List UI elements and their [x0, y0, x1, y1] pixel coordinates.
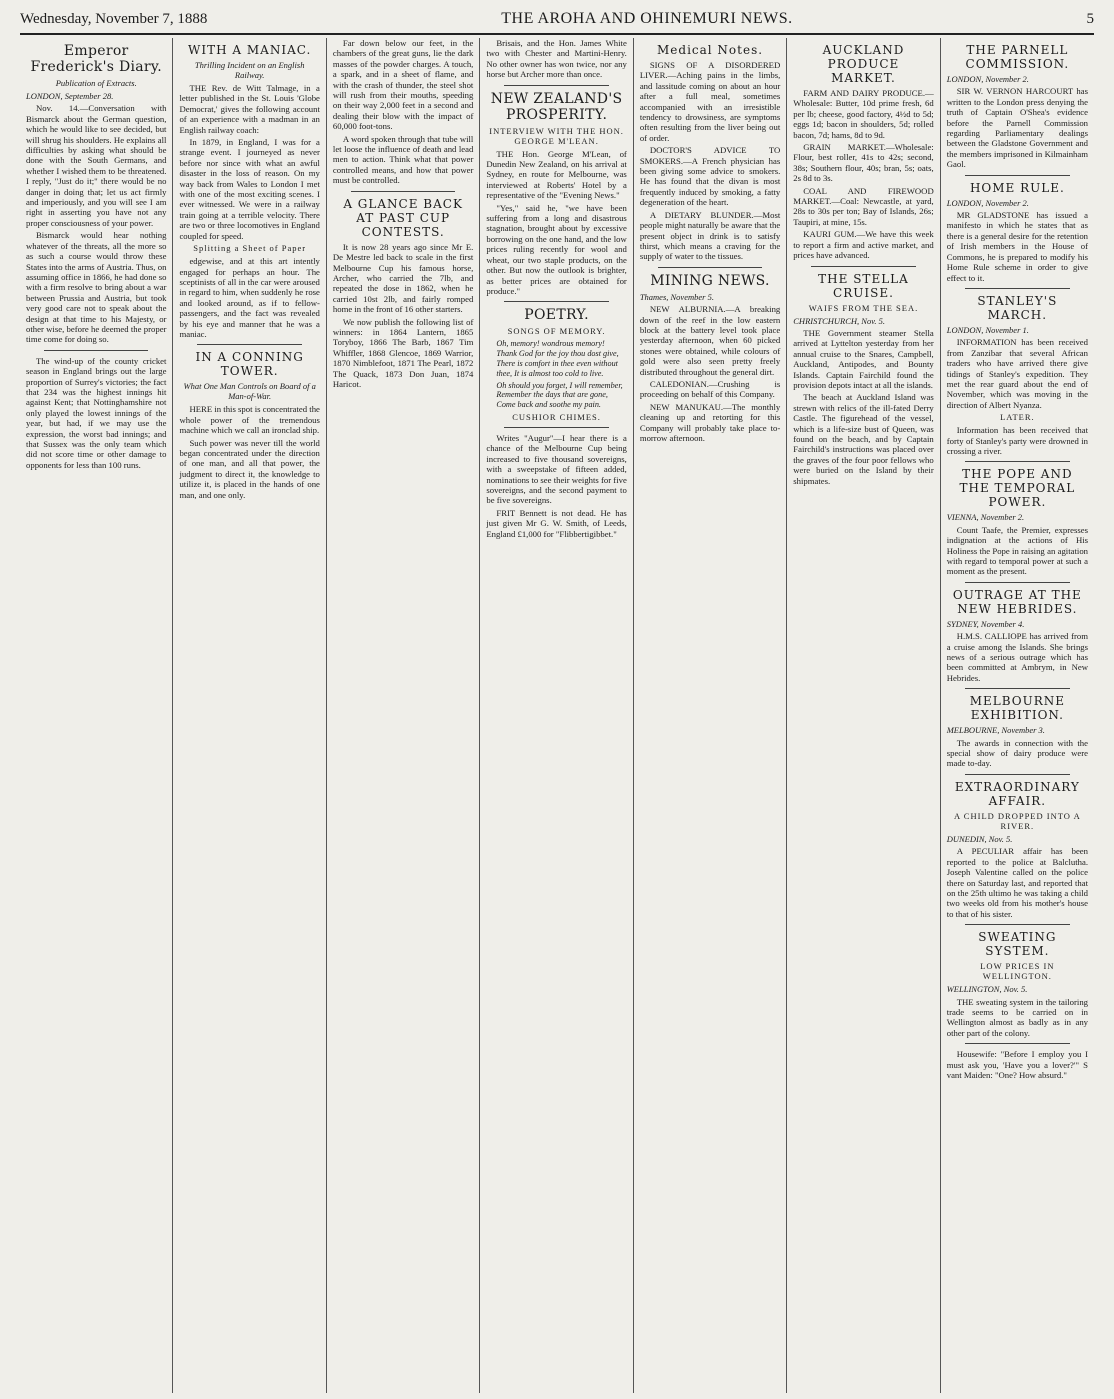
paragraph: Writes "Augur"—I hear there is a chance of the Melbourne Cup being increased to five thousand sovereigns, with a sweepstake of fifteen added, nominations to see their weights for five sovereigns, and the second payment to be five sovereigns. — [486, 432, 627, 506]
paragraph: THE Government steamer Stella arrived at Lyttelton yesterday from her annual cruise to the Snares, Campbell, Auckland, Antipodes, and Bounty Islands. Captain Fairchild found the provision depots intact at all the islands. — [793, 327, 934, 390]
dateline: LONDON, September 28. — [26, 91, 114, 101]
dateline: Thames, November 5. — [639, 291, 714, 302]
article-title: EXTRAORDINARY AFFAIR. — [954, 779, 1080, 808]
column-5 — [634, 38, 787, 1393]
masthead-rule — [20, 33, 1094, 35]
paragraph: We now publish the following list of winners: in 1864 Lantern, 1865 Toryboy, 1866 The Barb, 1867 Tim Whiffler, 1868 Glencoe, 1869 Warrior, 1870 Nimblefoot, 1871 The Pearl, 1872 The Quack, 1873 Don Juan, 1874 Haricot. — [332, 316, 474, 389]
article-title: THE STELLA CRUISE. — [818, 271, 909, 300]
section-rule — [965, 924, 1070, 925]
paragraph: Such power was never till the world began concentrated under the direction of one man, and all that power, the judgment to direct it, the knowledge to utilize it, is placed in the hands of one man, and one only. — [179, 437, 320, 500]
section-rule — [811, 266, 915, 267]
section-rule — [44, 350, 148, 351]
paragraph: "Yes," said he, "we have been suffering from a long and disastrous stagnation, brought about by excessive borrowing on the one hand, and the low prices ruling recently for wool and wheat, our two staple products, on the other. But now the outlook is brighter, as better prices are obtained for produce." — [486, 202, 627, 296]
column-4 — [480, 38, 633, 1393]
article-subtitle: What One Man Controls on Board of a Man-of-War. — [183, 381, 316, 402]
paragraph: Information has been received that forty of Stanley's party were drowned in crossing a river. — [946, 425, 1089, 456]
article-title: THE POPE AND THE TEMPORAL POWER. — [959, 467, 1076, 510]
paragraph: CALEDONIAN.—Crushing is proceeding on behalf of this Company. — [639, 378, 781, 400]
section-rule — [965, 461, 1070, 462]
article-title: HOME RULE. — [969, 180, 1065, 195]
article-title: AUCKLAND PRODUCE MARKET. — [822, 43, 905, 85]
paragraph: A PECULIAR affair has been reported to the police at Balclutha. Joseph Valentine called on the police there on Saturday last, and reported that on the 25th ultimo he was taking a child two weeks old from his mother's house to that of his sister. — [946, 846, 1089, 919]
column-3 — [327, 38, 480, 1393]
paragraph: COAL AND FIREWOOD MARKET.—Coal: Newcastle, at yard, 28s to 30s per ton; Bay of Islands, 26s; Taupiri, at mine, 15s. — [793, 185, 934, 227]
poem-stanza: Oh, memory! wondrous memory! Thank God for the joy thou dost give, There is comfort in thee even without thee, It is almost too cold to live. — [496, 339, 619, 378]
paragraph: A DIETARY BLUNDER.—Most people might naturally be aware that the present object in drink is to satisfy thirst, which means a craving for the supply of water to the tissues. — [639, 209, 781, 262]
paragraph: Brisais, and the Hon. James White two with Chester and Martini-Henry. No other owner has won twice, nor any horse but Archer more than once. — [486, 38, 627, 80]
paragraph: DOCTOR'S ADVICE TO SMOKERS.—A French physician has been giving some advice to smokers. He has found that the divan is most frequently induced by smoking, a fatty degeneration of the heart. — [639, 145, 781, 208]
paragraph: FRIT Bennett is not dead. He has just given Mr G. W. Smith, of Leeds, England £1,000 for "Flibbertigibbet." — [486, 507, 627, 539]
article-title: Medical Notes. — [657, 43, 764, 57]
paragraph: In 1879, in England, I was for a strange event. I journeyed as never before nor since with what an awful disaster in the loss of reason. On my way back from Wales to London I met with one of the most exciting scenes. I ever witnessed. We were in a railway train going at a terrible velocity. There are two or three locomotives in England coupled for speed. — [179, 137, 320, 241]
article-title: Emperor Frederick's Diary. — [30, 43, 162, 75]
paragraph: GRAIN MARKET.—Wholesale: Flour, best roller, 41s to 42s; second, 38s; Southern flour, 40s; bran, 5s; oats, 2s 8d to 3s. — [793, 142, 934, 184]
article-title: IN A CONNING TOWER. — [195, 350, 304, 379]
article-subtitle: Thrilling Incident on an English Railway. — [194, 60, 305, 80]
column-6 — [787, 38, 940, 1393]
paragraph: Count Taafe, the Premier, expresses indignation at the actions of His Holiness the Pope in raising an agitation with regard to temporal power at such a moment as the present. — [946, 524, 1089, 577]
columns — [20, 38, 1094, 1393]
dateline: LONDON, November 2. — [946, 197, 1029, 208]
article-subtitle: SONGS OF MEMORY. — [507, 326, 606, 337]
poem-signature: CUSHIOR CHIMES. — [512, 411, 601, 422]
article-title: STANLEY'S MARCH. — [977, 293, 1058, 322]
article-title: THE PARNELL COMMISSION. — [965, 43, 1070, 71]
section-subhead: Splitting a Sheet of Paper — [193, 243, 307, 254]
article-subtitle: A CHILD DROPPED INTO A RIVER. — [954, 810, 1081, 831]
column-1 — [20, 38, 173, 1393]
article-title: WITH A MANIAC. — [188, 43, 312, 57]
dateline: SYDNEY, November 4. — [946, 618, 1025, 629]
paragraph: Bismarck would hear nothing whatever of the threats, all the more so as such a course would throw these States into the arms of Austria. Thus, on assuming office in 1866, he had done so with a firm resolve to bring about a war between Prussia and Austria, but took very good care not to speak about the design at that time to his Majesty, or other wise, before he deemed the proper time come for doing so. — [26, 230, 167, 345]
paragraph: THE Rev. de Witt Talmage, in a letter published in the St. Louis 'Globe Democrat,' gives the following account of an experience with a madman in an English railway coach: — [179, 83, 320, 135]
newspaper-title: THE AROHA AND OHINEMURI NEWS. — [501, 10, 793, 27]
article-title: SWEATING SYSTEM. — [978, 930, 1057, 959]
article-subtitle: Publication of Extracts. — [55, 78, 137, 88]
section-rule — [504, 427, 608, 428]
paragraph: The wind-up of the county cricket season in England brings out the large proportion of Surrey's victories; the fact that 234 was the highest innings hit against Kent; that Nottinghamshire not only played the lowest innings of the year, but had, if we may use the expression, the worst bad innings; and that Sussex was the only team which did not score time or other damage to opponents for less than 100 runs. — [26, 355, 167, 470]
paragraph: FARM AND DAIRY PRODUCE.—Wholesale: Butter, 10d prime fresh, 6d per lb; cheese, good factory, 4½d to 5d; eggs 1d; bacon in shoulders, 5d; rolled bacon, 7d; hams, 8d to 9d. — [793, 88, 934, 140]
dateline: VIENNA, November 2. — [946, 512, 1025, 523]
article-title: POETRY. — [524, 307, 589, 324]
paragraph: edgewise, and at this art intently engaged for perhaps an hour. The sceptinists of all in the car were aroused in regard to him, when suddenly he rose and looked around, as if to fellow-passengers, and the fact was revealed by his eye and manner that he was a maniac. — [179, 256, 320, 339]
paragraph: NEW MANUKAU.—The monthly cleaning up and retorting for this Company will probably take place to-morrow afternoon. — [639, 401, 781, 443]
paragraph: THE Hon. George M'Lean, of Dunedin New Zealand, on his arrival at Sydney, en route for Melbourne, was interviewed at Roberts' Hotel by a representative of the "Evening News." — [486, 148, 627, 201]
dateline: WELLINGTON, Nov. 5. — [946, 984, 1028, 995]
section-rule — [965, 688, 1070, 689]
paragraph: NEW ALBURNIA.—A breaking down of the reef in the low eastern block at the battery level took place yesterday afternoon, when 60 picked stones were obtained, while colours of gold were also seen pretty freely distributed throughout the general dirt. — [639, 304, 781, 377]
paragraph: Housewife: "Before I employ you I must ask you, 'Have you a lover?'" S vant Maiden: "One? How absurd." — [946, 1049, 1089, 1080]
section-rule — [504, 85, 608, 86]
article-title: MELBOURNE EXHIBITION. — [969, 694, 1066, 723]
article-title: OUTRAGE AT THE NEW HEBRIDES. — [952, 587, 1082, 616]
page-number: 5 — [1086, 10, 1094, 27]
section-rule — [965, 175, 1070, 176]
article-title: A GLANCE BACK AT PAST CUP CONTESTS. — [343, 196, 463, 239]
section-rule — [197, 344, 301, 345]
section-rule — [965, 1043, 1070, 1044]
paragraph: Far down below our feet, in the chambers of the great guns, lie the dark masses of the powder charges. A touch, a spark, and in a sheet of flame, and with the crash of thunder, the steel shot will rush from their mouths, speeding on their way 2,000 feet in a second and dealing their blow with the impact of 60,000 foot-tons. — [332, 38, 474, 132]
paragraph: INFORMATION has been received from Zanzibar that several African traders who have arrived there give tidings of Stanley's expedition. They met the rear guard about the end of November, which was moving in the direction of Albert Nyanza. — [946, 337, 1089, 410]
dateline: CHRISTCHURCH, Nov. 5. — [793, 315, 885, 326]
poem-stanza: Oh should you forget, I will remember, Remember the days that are gone, Come back and soothe my pain. — [496, 380, 623, 410]
section-rule — [965, 774, 1070, 775]
article-title: MINING NEWS. — [650, 272, 770, 289]
paragraph: MR GLADSTONE has issued a manifesto in which he states that as there is a general desire for the retention of Irish members in the House of Commons, he is prepared to modify his Home Rule scheme in order to give effect to it. — [946, 210, 1089, 283]
issue-date: Wednesday, November 7, 1888 — [20, 10, 208, 27]
paragraph: The beach at Auckland Island was strewn with relics of the ill-fated Derry Castle. The figurehead of the vessel, which is a life-size bust of Queen, was found on the beach, and by Captain Fairchild's instructions was placed over the graves of the four poor fellows who were buried on the Island by their shipmates. — [793, 392, 934, 486]
section-rule — [965, 288, 1070, 289]
paragraph: H.M.S. CALLIOPE has arrived from a cruise among the Islands. She brings news of a serious outrage which has been committed at Ambrym, in New Hebrides. — [946, 631, 1089, 683]
section-rule — [965, 582, 1070, 583]
dateline: DUNEDIN, Nov. 5. — [946, 833, 1013, 844]
article-title: NEW ZEALAND'S PROSPERITY. — [490, 90, 623, 123]
paragraph: It is now 28 years ago since Mr E. De Mestre led back to scale in the first Melbourne Cup his famous horse, Archer, who carried the 7lb, and repeated the dose in 1862, when he carried 10st 2lb, and fairly romped home in the front of 16 other starters. — [332, 241, 474, 315]
section-rule — [658, 267, 762, 268]
column-7 — [941, 38, 1094, 1393]
article-subtitle: INTERVIEW WITH THE HON. GEORGE M'LEAN. — [489, 125, 624, 146]
paragraph: HERE in this spot is concentrated the whole power of the tremendous machine which we call an ironclad ship. — [179, 404, 320, 436]
section-rule — [351, 191, 455, 192]
paragraph: SIR W. VERNON HARCOURT has written to the London press denying the truth of Captain O'Shea's evidence before the Parnell Commission regarding Parliamentary dealings between the Gladstone Government and the members imprisoned in Kilmainham Gaol. — [946, 86, 1089, 170]
paragraph: KAURI GUM.—We have this week to report a firm and active market, and prices have advanced. — [793, 229, 934, 261]
paragraph: THE sweating system in the tailoring trade seems to be carried on in Wellington almost as badly as in any other part of the colony. — [946, 996, 1089, 1038]
paragraph: The awards in connection with the special show of dairy produce were made to-day. — [946, 737, 1089, 769]
dateline: LONDON, November 2. — [946, 74, 1029, 84]
section-rule — [504, 301, 608, 302]
article-subtitle: LOW PRICES IN WELLINGTON. — [980, 961, 1055, 982]
dateline: MELBOURNE, November 3. — [946, 725, 1045, 736]
dateline: LONDON, November 1. — [946, 324, 1029, 335]
paragraph: A word spoken through that tube will let loose the influence of death and lead men to action. Think what that power controlled means, and how that power must be controlled. — [332, 133, 474, 186]
section-subhead: LATER. — [1000, 412, 1035, 423]
masthead — [20, 4, 1094, 34]
article-subtitle: WAIFS FROM THE SEA. — [808, 302, 919, 313]
column-2 — [173, 38, 326, 1393]
paragraph: Nov. 14.—Conversation with Bismarck about the German question, which he would like to see decided, but will shrug his shoulders. He explains all difficulties by asking what should be done with the South Germans, and whether I wished them to be threatened. I reply, "Just do it;" there would be no danger in doing that; let us act firmly and imperiously, and you will see I am right in asserting you have not any proper consciousness of your power. — [26, 103, 167, 228]
paragraph: SIGNS OF A DISORDERED LIVER.—Aching pains in the limbs, and lassitude coming on about an hour after a full meal, sometimes accompanied with an irresistible tendency to drowsiness, are symptoms often resulting from the liver being out of order. — [639, 60, 781, 143]
